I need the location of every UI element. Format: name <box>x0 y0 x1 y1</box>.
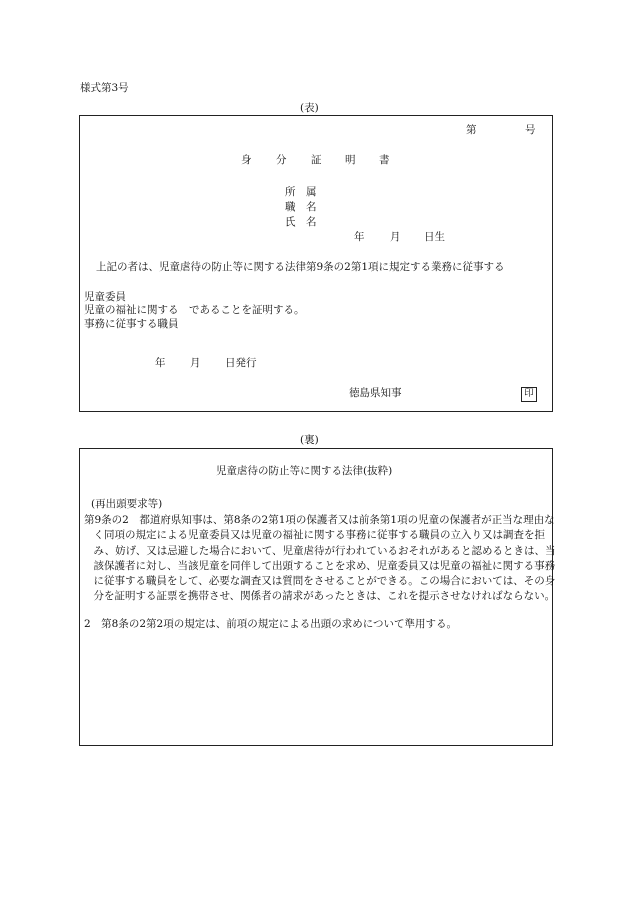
label-char: 名 <box>306 216 317 228</box>
seal-mark: 印 <box>521 387 537 402</box>
title-char: 証 <box>311 154 322 166</box>
number-dai: 第 <box>466 124 477 136</box>
label-char: 所 <box>285 186 296 198</box>
label-char: 職 <box>285 201 296 213</box>
form-number: 様式第3号 <box>80 82 129 94</box>
article-caption: (再出頭要求等) <box>91 498 163 510</box>
issue-day: 日発行 <box>225 357 257 369</box>
role-line-1: 児童委員 <box>84 291 126 303</box>
title-char: 分 <box>276 154 287 166</box>
birth-day: 日生 <box>424 231 445 243</box>
law-title: 児童虐待の防止等に関する法律(抜粋) <box>216 465 393 477</box>
issue-month: 月 <box>190 357 201 369</box>
title-char: 明 <box>345 154 356 166</box>
birth-month: 月 <box>390 231 401 243</box>
issue-year: 年 <box>155 357 166 369</box>
article-clause-2: 2 第8条の2第2項の規定は、前項の規定による出頭の求めについて準用する。 <box>84 618 458 630</box>
role-line-3: 事務に従事する職員 <box>84 318 179 330</box>
back-heading: (裏) <box>300 434 319 446</box>
label-char: 氏 <box>285 216 296 228</box>
label-char: 名 <box>306 201 317 213</box>
number-go: 号 <box>525 124 536 136</box>
article-9-2-text: 第9条の2 都道府県知事は、第8条の2第1項の保護者又は前条第1項の児童の保護者が正当な理由なく同項の規定による児童委員又は児童の福祉に関する事務に従事する職員の立入り又は調査を拒み、妨げ、又は忌避した場合において、児童虐待が行われているおそれがあると認めるときは、当該保護者に対し、当該児童を同伴して出頭することを求め、児童委員又は児童の福祉に関する事務に従事する職員をして、必要な調査又は質問をさせることができる。この場合においては、その身分を証明する証票を携帯させ、関係者の請求があったときは、これを提示させなければならない。 <box>84 514 556 603</box>
title-char: 書 <box>379 154 390 166</box>
birth-year: 年 <box>354 231 365 243</box>
front-heading: (表) <box>300 102 319 114</box>
role-line-2: 児童の福祉に関する であることを証明する。 <box>84 304 305 316</box>
title-char: 身 <box>241 154 252 166</box>
certification-statement: 上記の者は、児童虐待の防止等に関する法律第9条の2第1項に規定する業務に従事する <box>96 261 505 273</box>
label-char: 属 <box>306 186 317 198</box>
issuer: 徳島県知事 <box>349 387 402 399</box>
